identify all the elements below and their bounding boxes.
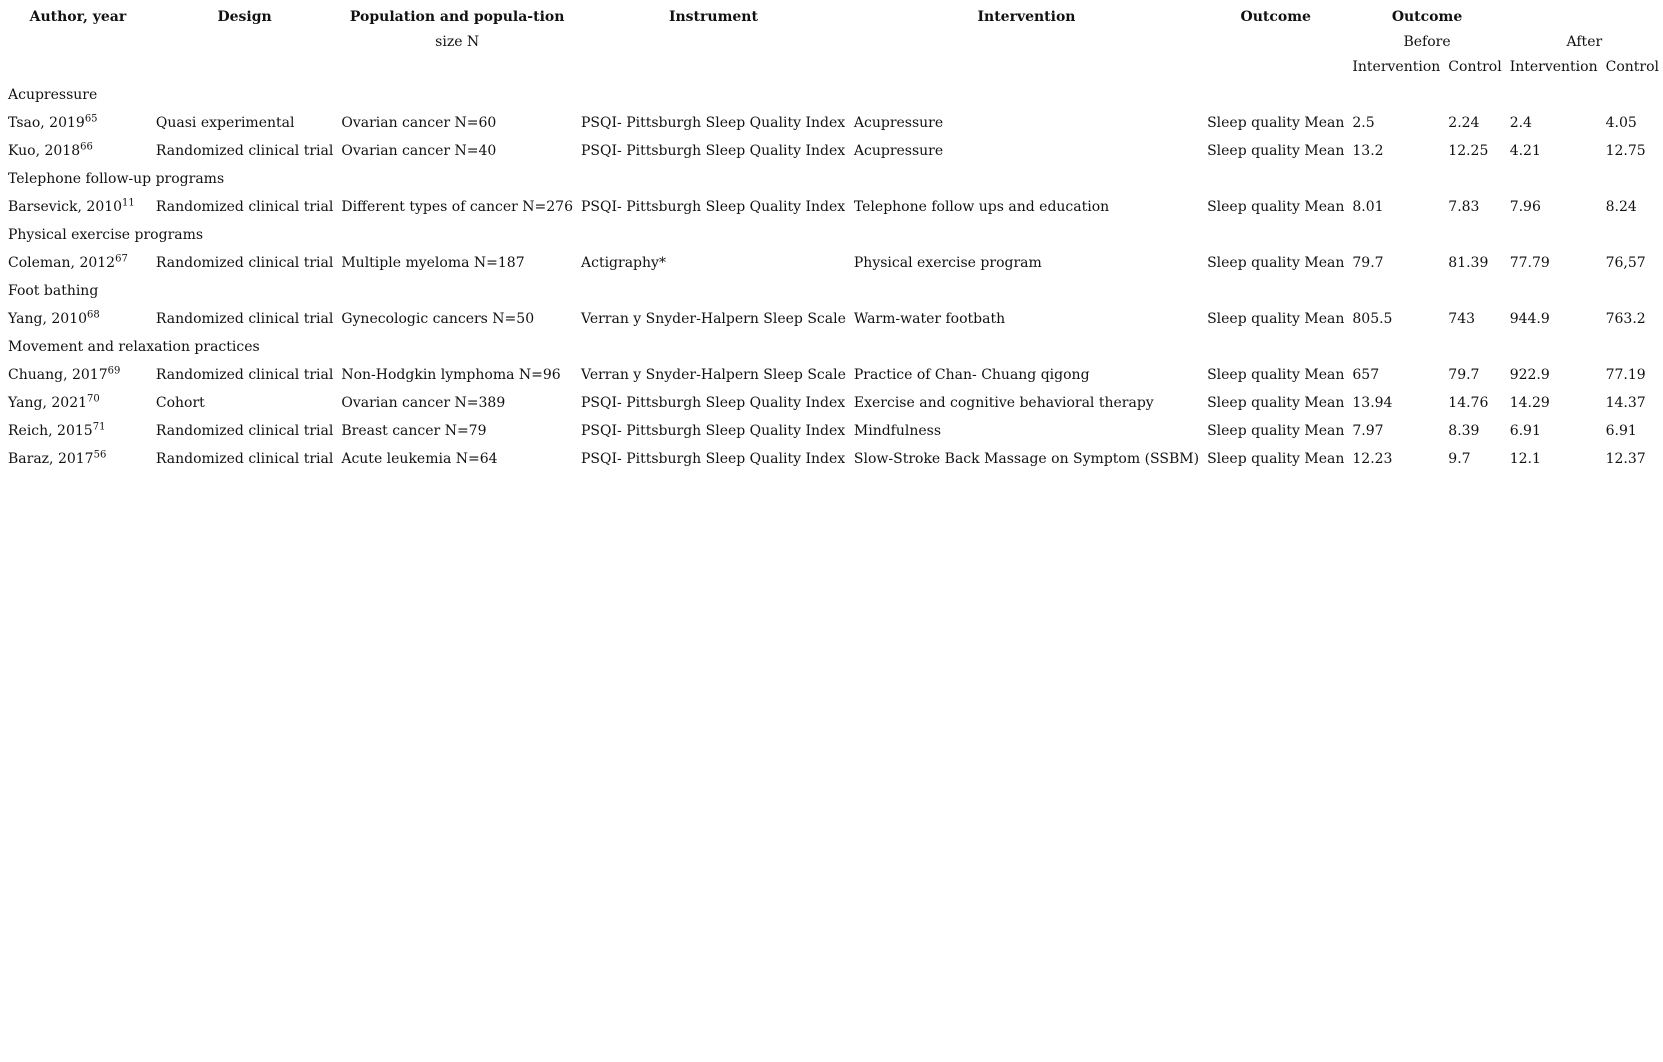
author-year: Tsao, 2019: [8, 115, 85, 131]
design-cell: Randomized clinical trial: [155, 311, 334, 327]
col-before-intervention: Intervention: [1352, 59, 1441, 75]
author-cell: [4, 383, 152, 411]
after-intervention-cell: 922.9: [1509, 367, 1550, 383]
after-intervention-cell: 77.79: [1509, 255, 1550, 271]
design-cell: Randomized clinical trial: [155, 199, 334, 215]
table-row: [4, 355, 1663, 383]
section-row: [4, 75, 1663, 103]
before-control-cell: 2.24: [1448, 115, 1480, 131]
after-intervention-cell: 4.21: [1509, 143, 1541, 159]
col-before-control: Control: [1448, 59, 1502, 75]
table-row: [4, 103, 1663, 131]
author-year: Yang, 2010: [8, 311, 88, 327]
before-control-cell: 743: [1448, 311, 1476, 327]
intervention-cell: Acupressure: [853, 115, 944, 131]
after-control-cell: 76,57: [1605, 255, 1646, 271]
before-intervention-cell: 12.23: [1352, 451, 1393, 467]
outcome-cell: Sleep quality Mean: [1207, 367, 1345, 383]
table-row: [4, 411, 1663, 439]
after-control-cell: 12.37: [1605, 451, 1646, 467]
before-intervention-cell: 13.2: [1352, 143, 1384, 159]
author-year: Chuang, 2017: [8, 367, 108, 383]
outcome-cell: Sleep quality Mean: [1207, 143, 1345, 159]
before-control-cell: 81.39: [1448, 255, 1489, 271]
table-row: [4, 439, 1663, 467]
author-year: Barsevick, 2010: [8, 199, 123, 215]
author-cell: [4, 411, 152, 439]
after-intervention-cell: 7.96: [1509, 199, 1541, 215]
col-population-line2: size N: [435, 34, 480, 50]
section-title: Acupressure: [8, 87, 98, 103]
before-intervention-cell: 7.97: [1352, 423, 1384, 439]
section-row: [4, 327, 1663, 355]
author-cell: [4, 243, 152, 271]
intervention-cell: Physical exercise program: [853, 255, 1042, 271]
after-intervention-cell: 2.4: [1509, 115, 1532, 131]
outcome-cell: Sleep quality Mean: [1207, 115, 1345, 131]
population-cell: Ovarian cancer N=40: [341, 143, 497, 159]
instrument-cell: PSQI- Pittsburgh Sleep Quality Index: [581, 115, 846, 131]
intervention-cell: Warm-water footbath: [853, 311, 1006, 327]
header-row-3: [4, 50, 1663, 75]
population-cell: Multiple myeloma N=187: [341, 255, 525, 271]
after-control-cell: 12.75: [1605, 143, 1646, 159]
outcome-cell: Sleep quality Mean: [1207, 451, 1345, 467]
section-row: [4, 271, 1663, 299]
section-title: Movement and relaxation practices: [8, 339, 260, 355]
author-cell: [4, 355, 152, 383]
before-control-cell: 14.76: [1448, 395, 1489, 411]
outcome-cell: Sleep quality Mean: [1207, 423, 1345, 439]
instrument-cell: Verran y Snyder-Halpern Sleep Scale: [581, 311, 846, 327]
author-year: Coleman, 2012: [8, 255, 116, 271]
instrument-cell: PSQI- Pittsburgh Sleep Quality Index: [581, 451, 846, 467]
col-population: Population and popula-tion: [349, 9, 565, 25]
reference-number: 56: [93, 449, 107, 461]
outcome-cell: Sleep quality Mean: [1207, 255, 1345, 271]
author-cell: [4, 187, 152, 215]
instrument-cell: PSQI- Pittsburgh Sleep Quality Index: [581, 199, 846, 215]
design-cell: Quasi experimental: [155, 115, 295, 131]
col-outcome: Outcome: [1240, 9, 1311, 25]
before-intervention-cell: 79.7: [1352, 255, 1384, 271]
intervention-cell: Slow-Stroke Back Massage on Symptom (SSBM): [853, 451, 1200, 467]
after-control-cell: 8.24: [1605, 199, 1637, 215]
table-row: [4, 131, 1663, 159]
population-cell: Ovarian cancer N=389: [341, 395, 506, 411]
before-control-cell: 8.39: [1448, 423, 1480, 439]
instrument-cell: PSQI- Pittsburgh Sleep Quality Index: [581, 423, 846, 439]
instrument-cell: Actigraphy*: [581, 255, 666, 271]
instrument-cell: PSQI- Pittsburgh Sleep Quality Index: [581, 143, 846, 159]
after-control-cell: 6.91: [1605, 423, 1637, 439]
design-cell: Randomized clinical trial: [155, 143, 334, 159]
reference-number: 66: [80, 141, 93, 153]
reference-number: 70: [87, 393, 100, 405]
intervention-cell: Telephone follow ups and education: [853, 199, 1110, 215]
population-cell: Gynecologic cancers N=50: [341, 311, 535, 327]
before-control-cell: 9.7: [1448, 451, 1471, 467]
intervention-cell: Exercise and cognitive behavioral therapy: [853, 395, 1154, 411]
population-cell: Ovarian cancer N=60: [341, 115, 497, 131]
header-row: [4, 0, 1663, 25]
author-cell: [4, 131, 152, 159]
header-row-2: [4, 25, 1663, 50]
after-intervention-cell: 6.91: [1509, 423, 1541, 439]
author-cell: [4, 439, 152, 467]
intervention-cell: Acupressure: [853, 143, 944, 159]
population-cell: Acute leukemia N=64: [341, 451, 498, 467]
section-title: Physical exercise programs: [8, 227, 204, 243]
instrument-cell: Verran y Snyder-Halpern Sleep Scale: [581, 367, 846, 383]
population-cell: Different types of cancer N=276: [341, 199, 573, 215]
section-title: Foot bathing: [8, 283, 99, 299]
section-row: [4, 215, 1663, 243]
population-cell: Non-Hodgkin lymphoma N=96: [341, 367, 561, 383]
author-cell: [4, 299, 152, 327]
author-cell: [4, 103, 152, 131]
outcome-cell: Sleep quality Mean: [1207, 311, 1345, 327]
design-cell: Randomized clinical trial: [155, 255, 334, 271]
after-control-cell: 77.19: [1605, 367, 1646, 383]
author-year: Kuo, 2018: [8, 143, 81, 159]
col-design: Design: [217, 9, 272, 25]
design-cell: Cohort: [155, 395, 205, 411]
before-control-cell: 7.83: [1448, 199, 1480, 215]
before-intervention-cell: 8.01: [1352, 199, 1384, 215]
before-control-cell: 79.7: [1448, 367, 1480, 383]
col-outcome-group: Outcome: [1391, 9, 1463, 25]
col-after: After: [1566, 34, 1603, 50]
reference-number: 67: [115, 253, 128, 265]
author-year: Yang, 2021: [8, 395, 88, 411]
intervention-cell: Mindfulness: [853, 423, 942, 439]
before-control-cell: 12.25: [1448, 143, 1489, 159]
before-intervention-cell: 13.94: [1352, 395, 1393, 411]
table-row: [4, 383, 1663, 411]
col-intervention: Intervention: [977, 9, 1076, 25]
after-intervention-cell: 14.29: [1509, 395, 1550, 411]
after-intervention-cell: 944.9: [1509, 311, 1550, 327]
table-row: [4, 243, 1663, 271]
outcome-cell: Sleep quality Mean: [1207, 199, 1345, 215]
col-instrument: Instrument: [668, 9, 758, 25]
table-body: [4, 75, 1663, 467]
col-after-intervention: Intervention: [1509, 59, 1598, 75]
studies-table: [4, 0, 1663, 467]
design-cell: Randomized clinical trial: [155, 451, 334, 467]
after-intervention-cell: 12.1: [1509, 451, 1541, 467]
col-after-control: Control: [1605, 59, 1659, 75]
col-author-year: Author, year: [29, 9, 127, 25]
section-row: [4, 159, 1663, 187]
reference-number: 71: [92, 421, 106, 433]
before-intervention-cell: 657: [1352, 367, 1380, 383]
author-year: Reich, 2015: [8, 423, 93, 439]
design-cell: Randomized clinical trial: [155, 367, 334, 383]
before-intervention-cell: 805.5: [1352, 311, 1393, 327]
reference-number: 68: [87, 309, 100, 321]
outcome-cell: Sleep quality Mean: [1207, 395, 1345, 411]
reference-number: 11: [122, 197, 135, 209]
author-year: Baraz, 2017: [8, 451, 94, 467]
col-before: Before: [1403, 34, 1451, 50]
before-intervention-cell: 2.5: [1352, 115, 1375, 131]
section-title: Telephone follow-up programs: [8, 171, 225, 187]
table-row: [4, 187, 1663, 215]
reference-number: 69: [107, 365, 121, 377]
intervention-cell: Practice of Chan- Chuang qigong: [853, 367, 1090, 383]
reference-number: 65: [84, 113, 98, 125]
population-cell: Breast cancer N=79: [341, 423, 487, 439]
after-control-cell: 14.37: [1605, 395, 1646, 411]
after-control-cell: 4.05: [1605, 115, 1637, 131]
instrument-cell: PSQI- Pittsburgh Sleep Quality Index: [581, 395, 846, 411]
after-control-cell: 763.2: [1605, 311, 1646, 327]
table-row: [4, 299, 1663, 327]
design-cell: Randomized clinical trial: [155, 423, 334, 439]
